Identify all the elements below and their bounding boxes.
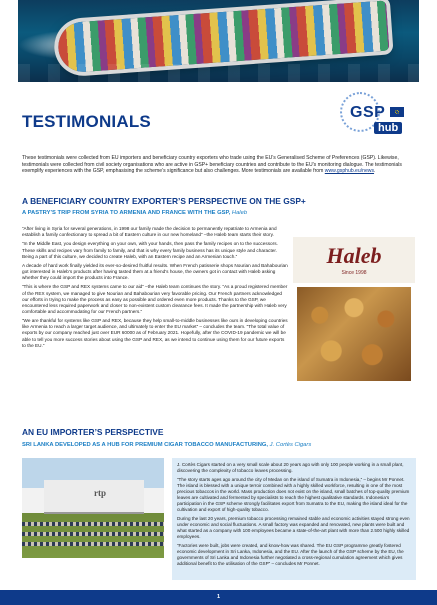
logo-word-gsp: GSP (350, 104, 386, 121)
section1-paragraph: “This is where the GSP and REX systems came to our aid” –the Haleb team continues the story. “As a proud registered member of the REX system, we managed to give Nourian and Bahabourian very favorable pricing. Our French partners acknowledged our efforts in trying to make the process as easy as possible and ordered even more products. Thanks to the GSP, we encountered less required paperwork and closer to non-existent custom clearance fees. It made the partnership with Haleb very comfortable and accommodating for our French partners.” (22, 284, 288, 314)
haleb-logo-name: Haleb (326, 243, 382, 268)
section2-heading: AN EU IMPORTER’S PERSPECTIVE (22, 427, 164, 437)
worker-row (22, 542, 164, 546)
section1-paragraph: “We are thankful for systems like GSP and REX, because they help small-to-middle businesses like ours in developing countries like Armenia to reach a larger target audience, and ultimately to enter the EU market” – concludes the team. “The total value of exports by our company reached just over EUR 60000 as of February 2021. Hopefully, after the COVID-19 pandemic we will be able to tell you more success stories about using the GSP and REX, as we intend to continue using them for our future exports to the EU.” (22, 318, 288, 348)
pastry-photo (297, 287, 411, 381)
section2-paragraph: During the last 20 years, premium tobacco processing remained stable and economic activities stayed strong even under economic and social fluctuations. A small factory was expanded and renovated, new plants were built and what started as a company with 100 employees became a state-of-the-art plant with more than 2.500 highly skilled employees. (177, 516, 410, 540)
logo-word-hub: hub (374, 122, 402, 134)
section2-subheading (22, 442, 311, 448)
intro-end: . (374, 168, 376, 175)
section2-body (177, 462, 411, 567)
header-image (18, 0, 419, 82)
section1-subheading-text: A PASTRY’S TRIP FROM SYRIA TO ARMENIA AND FRANCE WITH THE GSP, (22, 210, 232, 216)
section1-paragraph: A decade of hard work finally yielded its ever-so-desired fruitful results. When French patisserie shops Nourian and Bahabourian got interested in Haleb’s products after having tasted them at a friend’s house, the owners got in contact with Haleb asking whether they could import the products into France. (22, 262, 288, 281)
section2-text-box (172, 458, 416, 580)
section1-body (22, 226, 288, 352)
page-title: TESTIMONIALS (22, 112, 151, 131)
section2-company: J. Cortès Cigars (269, 442, 312, 448)
section1-paragraph: “After living in Syria for several generations, in 1998 our family made the decision to permanently repatriate to Armenia and establish a family confectionary to spread a bit of Eastern culture in our new homeland” –the Haleb team starts their story. (22, 226, 277, 238)
gsphub-news-link[interactable]: www.gsphub.eu/news (324, 168, 375, 175)
worker-row (22, 522, 164, 526)
section1-subheading (22, 210, 247, 216)
haleb-brand-image (293, 237, 415, 385)
tobacco-factory-photo (22, 458, 164, 558)
intro-paragraph (22, 155, 416, 175)
factory-sign: rtp (94, 488, 106, 498)
section1-heading: A BENEFICIARY COUNTRY EXPORTER’S PERSPECTIVE ON THE GSP+ (22, 196, 306, 206)
gsp-hub-logo[interactable] (340, 92, 416, 144)
section2-paragraph: “Factories were built, jobs were created, and know-how was shared. The EU GSP programme greatly fostered economic development in Sri Lanka, Indonesia, and the EU. After the launch of the GSP scheme by the EU, the governments of Sri Lanka and Indonesia further negotiated a cross-regional cumulation agreement which gives additional benefit to the utilisation of the GSP” – concludes Mr Ponnet. (177, 543, 404, 567)
haleb-logo (293, 237, 415, 283)
section2-paragraph: “The story starts ages ago around the city of Medan on the island of Sumatra in Indonesia,” – begins Mr Ponnet. The island is blessed with a unique terroir combined with a highly skilled workforce, resulting in one of the most precious tobaccos in the world. Mass production does not exist on the island, small batches of top-quality premium leaves are cultivated and fermented by specialists to reach the highest qualitative standards. Indonesia’s participation in the GSP scheme strongly facilitates export from Sumatra to the EU, making the island ideal for the cultivation and export of high-quality tobacco. (177, 477, 410, 512)
section2-paragraph: J. Cortès Cigars started on a very small scale about 20 years ago with only 100 people working in a small plant, discovering the complexity of tobacco leaves processing. (177, 462, 404, 473)
sea-waves (18, 64, 419, 82)
eu-flag-icon (390, 107, 404, 117)
section1-company: Haleb (231, 210, 248, 216)
haleb-logo-since: Since 1998 (341, 270, 367, 276)
intro-text: These testimonials were collected from EU importers and beneficiary country exporters who trade using the EU’s Generalised Scheme of Preferences (GSP). Likewise, testimonials were collected from civil society organisations who are active in GSP+ beneficiary countries and contribute to the EU’s monitoring dialogue. The testimonials exemplify experiences with the GSP, emphasising the scheme’s significance but also challenges. More testimonials are available from (22, 155, 402, 175)
container-ship-illustration (57, 1, 390, 74)
section2-subheading-text: SRI LANKA DEVELOPED AS A HUB FOR PREMIUM CIGAR TOBACCO MANUFACTURING, (22, 442, 270, 448)
page-number: 1 (0, 590, 437, 605)
worker-row (22, 532, 164, 536)
section1-paragraph: “In the Middle East, you design everything on your own, with your hands, then pass the family recipes on to the successors. These skills and recipes vary from family to family, and that is why every family business has its unique style and character. Being a part of this culture, we decided to create Haleb, with an Eastern recipe and an Armenian touch.” (22, 241, 278, 259)
